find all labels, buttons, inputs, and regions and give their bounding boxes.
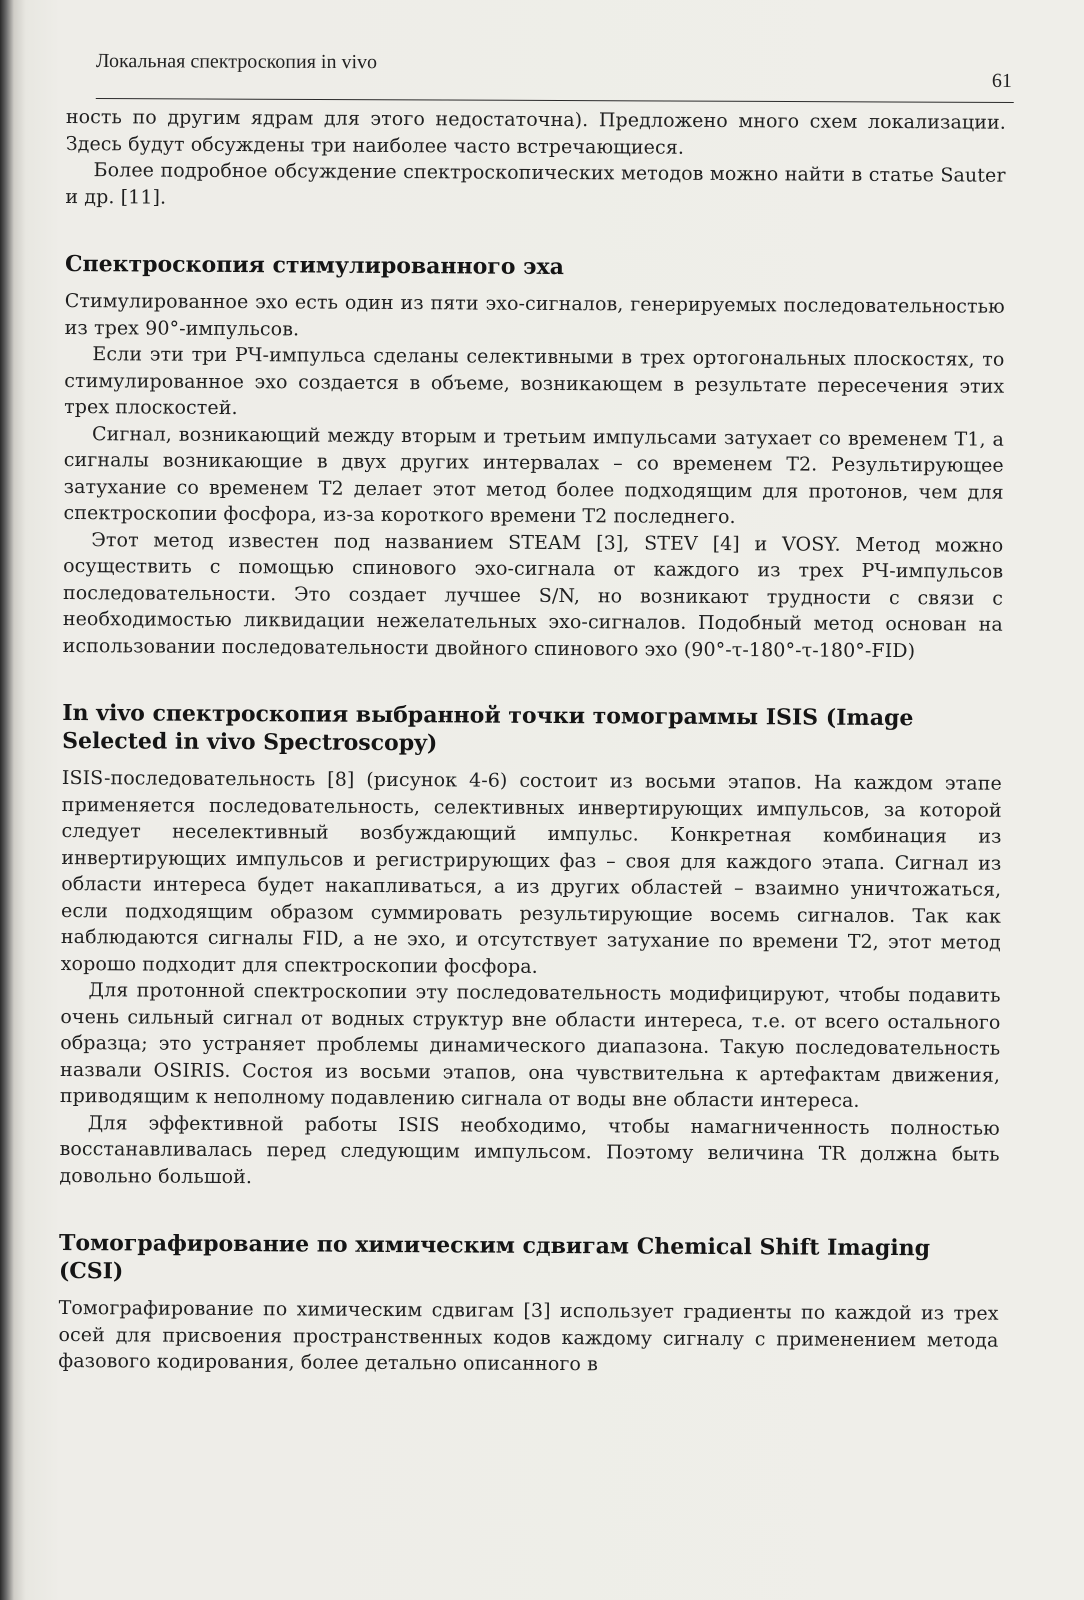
page-header [96, 46, 1014, 103]
paragraph: Если эти три РЧ-импульса сделаны селективными в трех ортогональных плоскостях, то стимулированное эхо создается в объеме, возникающем в результате пересечения этих трех плоскостей. [64, 343, 1005, 420]
page-body [58, 104, 1006, 1380]
paragraph: Томографирование по химическим сдвигам [3] использует градиенты по каждой из трех осей для присвоения пространственных кодов каждому сигналу с применением метода фазового кодирования, более детально описанного в [58, 1296, 999, 1376]
section-heading: Томографирование по химическим сдвигам Chemical Shift Imaging (CSI) [58, 1229, 931, 1285]
paragraph: ность по другим ядрам для этого недостаточна). Предложено много схем локализации. Здесь будут обсуждены три наиболее часто встречающиеся. [65, 105, 1006, 159]
section-heading: Спектроскопия стимулированного эха [64, 250, 564, 281]
paragraph: Для протонной спектроскопии эту последовательность модифицируют, чтобы подавить очень сильный сигнал от водных структур вне области интереса, т.е. от всего остального образца; это устраняет проблемы динамического диапазона. Такую последовательность назвали OSIRIS. Состоя из восьми этапов, она чувствительна к артефактам движения, приводящим к неполному подавлению сигнала от воды вне области интереса. [59, 979, 1001, 1112]
page-number: 61 [991, 69, 1012, 92]
paragraph: Сигнал, возникающий между вторым и третьим импульсами затухает со временем T1, а сигналы возникающие в двух других интервалах – со временем T2. Результирующее затухание со временем T2 делает этот метод более подходящим для протонов, чем для спектроскопии фосфора, из-за короткого времени T2 последнего. [63, 422, 1005, 529]
running-title: Локальная спектроскопия in vivo [95, 49, 378, 74]
paragraph: Этот метод известен под названием STEAM [3], STEV [4] и VOSY. Метод можно осуществить с помощью спинового эхо-сигнала от каждого из трех РЧ-импульсов последовательности. Это создает лучшее S/N, но возникают трудности с связи с необходимостью ликвидации нежелательных эхо-сигналов. Подобный метод основан на использовании последовательности двойного спинового эхо (90°-τ-180°-τ-180°-FID) [62, 528, 1004, 662]
paragraph: ISIS-последовательность [8] (рисунок 4-6) состоит из восьми этапов. На каждом этапе применяется последовательность, селективных инвертирующих импульсов, за которой следует неселективный возбуждающий импульс. Конкретная комбинация из инвертирующих импульсов и регистрирующих фаз – своя для каждого этапа. Сигнал из области интереса будет накапливаться, а из других областей – взаимно уничтожаться, если подходящим образом суммировать результирующие восемь сигналов. Так как наблюдаются сигналы FID, а не эхо, и отсутствует затухание по времени T2, этот метод хорошо подходит для спектроскопии фосфора. [60, 766, 1002, 978]
paragraph: Более подробное обсуждение спектроскопических методов можно найти в статье Sauter и др. [11]. [65, 159, 1006, 209]
paragraph: Для эффективной работы ISIS необходимо, чтобы намагниченность полностью восстанавливалась перед следующим импульсом. Поэтому величина TR должна быть довольно большой. [59, 1111, 1000, 1188]
section-heading: In vivo спектроскопия выбранной точки томограммы ISIS (Image Selected in vivo Spectroscopy) [62, 699, 914, 757]
paragraph: Стимулированное эхо есть один из пяти эхо-сигналов, генерируемых последовательностью из трех 90°-импульсов. [64, 289, 1005, 340]
